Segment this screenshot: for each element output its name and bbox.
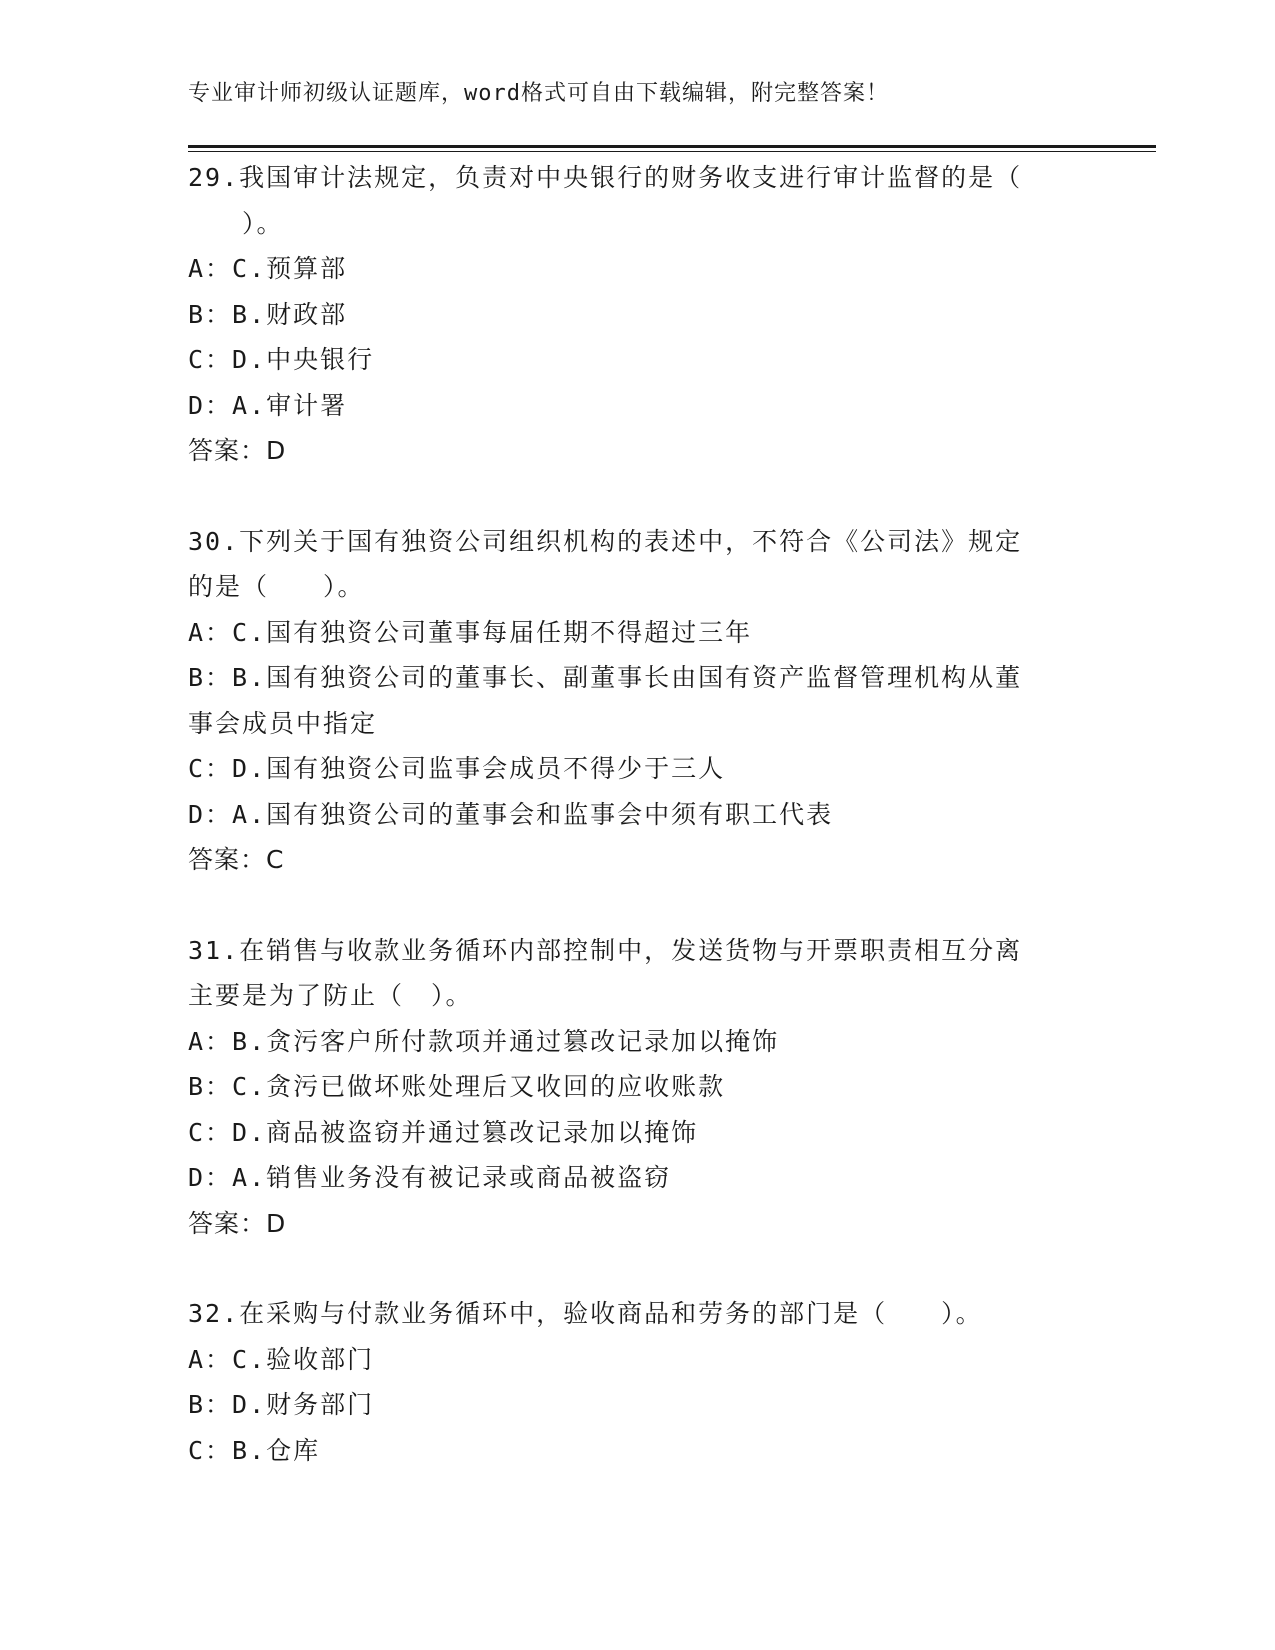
option-b: B：B.国有独资公司的董事长、副董事长由国有资产监督管理机构从董 xyxy=(188,663,1023,692)
question-stem-line: 的是（ ）。 xyxy=(188,572,365,601)
answer-line: 答案：D xyxy=(188,1208,287,1238)
page-header: 专业审计师初级认证题库，word格式可自由下载编辑，附完整答案！ xyxy=(188,81,889,106)
answer-line: 答案：C xyxy=(188,845,285,874)
answer-line: 答案：D xyxy=(188,436,287,465)
option-a: A：B.贪污客户所付款项并通过篡改记录加以掩饰 xyxy=(188,1026,780,1056)
header-rule-thin xyxy=(188,151,1156,152)
option-b: B：B.财政部 xyxy=(188,299,348,329)
option-c: C：D.中央银行 xyxy=(188,345,375,374)
option-a: A：C.预算部 xyxy=(188,254,348,283)
option-b-continuation: 事会成员中指定 xyxy=(188,708,378,738)
question-stem-line: 32.在采购与付款业务循环中，验收商品和劳务的部门是（ ）。 xyxy=(188,1299,983,1328)
question-stem-line: 30.下列关于国有独资公司组织机构的表述中，不符合《公司法》规定 xyxy=(188,526,1023,556)
option-c: C：D.国有独资公司监事会成员不得少于三人 xyxy=(188,754,726,783)
option-a: A：C.验收部门 xyxy=(188,1344,375,1374)
question-29 xyxy=(188,155,1088,474)
question-30 xyxy=(188,519,1088,883)
question-list xyxy=(188,155,1088,1518)
question-stem-line: 主要是为了防止（ ）。 xyxy=(188,981,473,1010)
option-d: D：A.国有独资公司的董事会和监事会中须有职工代表 xyxy=(188,799,834,829)
option-b: B：D.财务部门 xyxy=(188,1390,375,1419)
question-stem-line: 29.我国审计法规定，负责对中央银行的财务收支进行审计监督的是（ xyxy=(188,163,1023,192)
option-b: B：C.贪污已做坏账处理后又收回的应收账款 xyxy=(188,1072,726,1101)
option-c: C：B.仓库 xyxy=(188,1435,321,1465)
question-32 xyxy=(188,1291,1088,1473)
option-c: C：D.商品被盗窃并通过篡改记录加以掩饰 xyxy=(188,1117,699,1147)
header-rule-thick xyxy=(188,145,1156,148)
option-d: D：A.审计署 xyxy=(188,390,348,420)
option-d: D：A.销售业务没有被记录或商品被盗窃 xyxy=(188,1163,672,1192)
question-31 xyxy=(188,928,1088,1247)
question-stem-line: 31.在销售与收款业务循环内部控制中，发送货物与开票职责相互分离 xyxy=(188,935,1023,965)
option-a: A：C.国有独资公司董事每届任期不得超过三年 xyxy=(188,617,753,647)
question-stem-line: ）。 xyxy=(188,208,284,238)
